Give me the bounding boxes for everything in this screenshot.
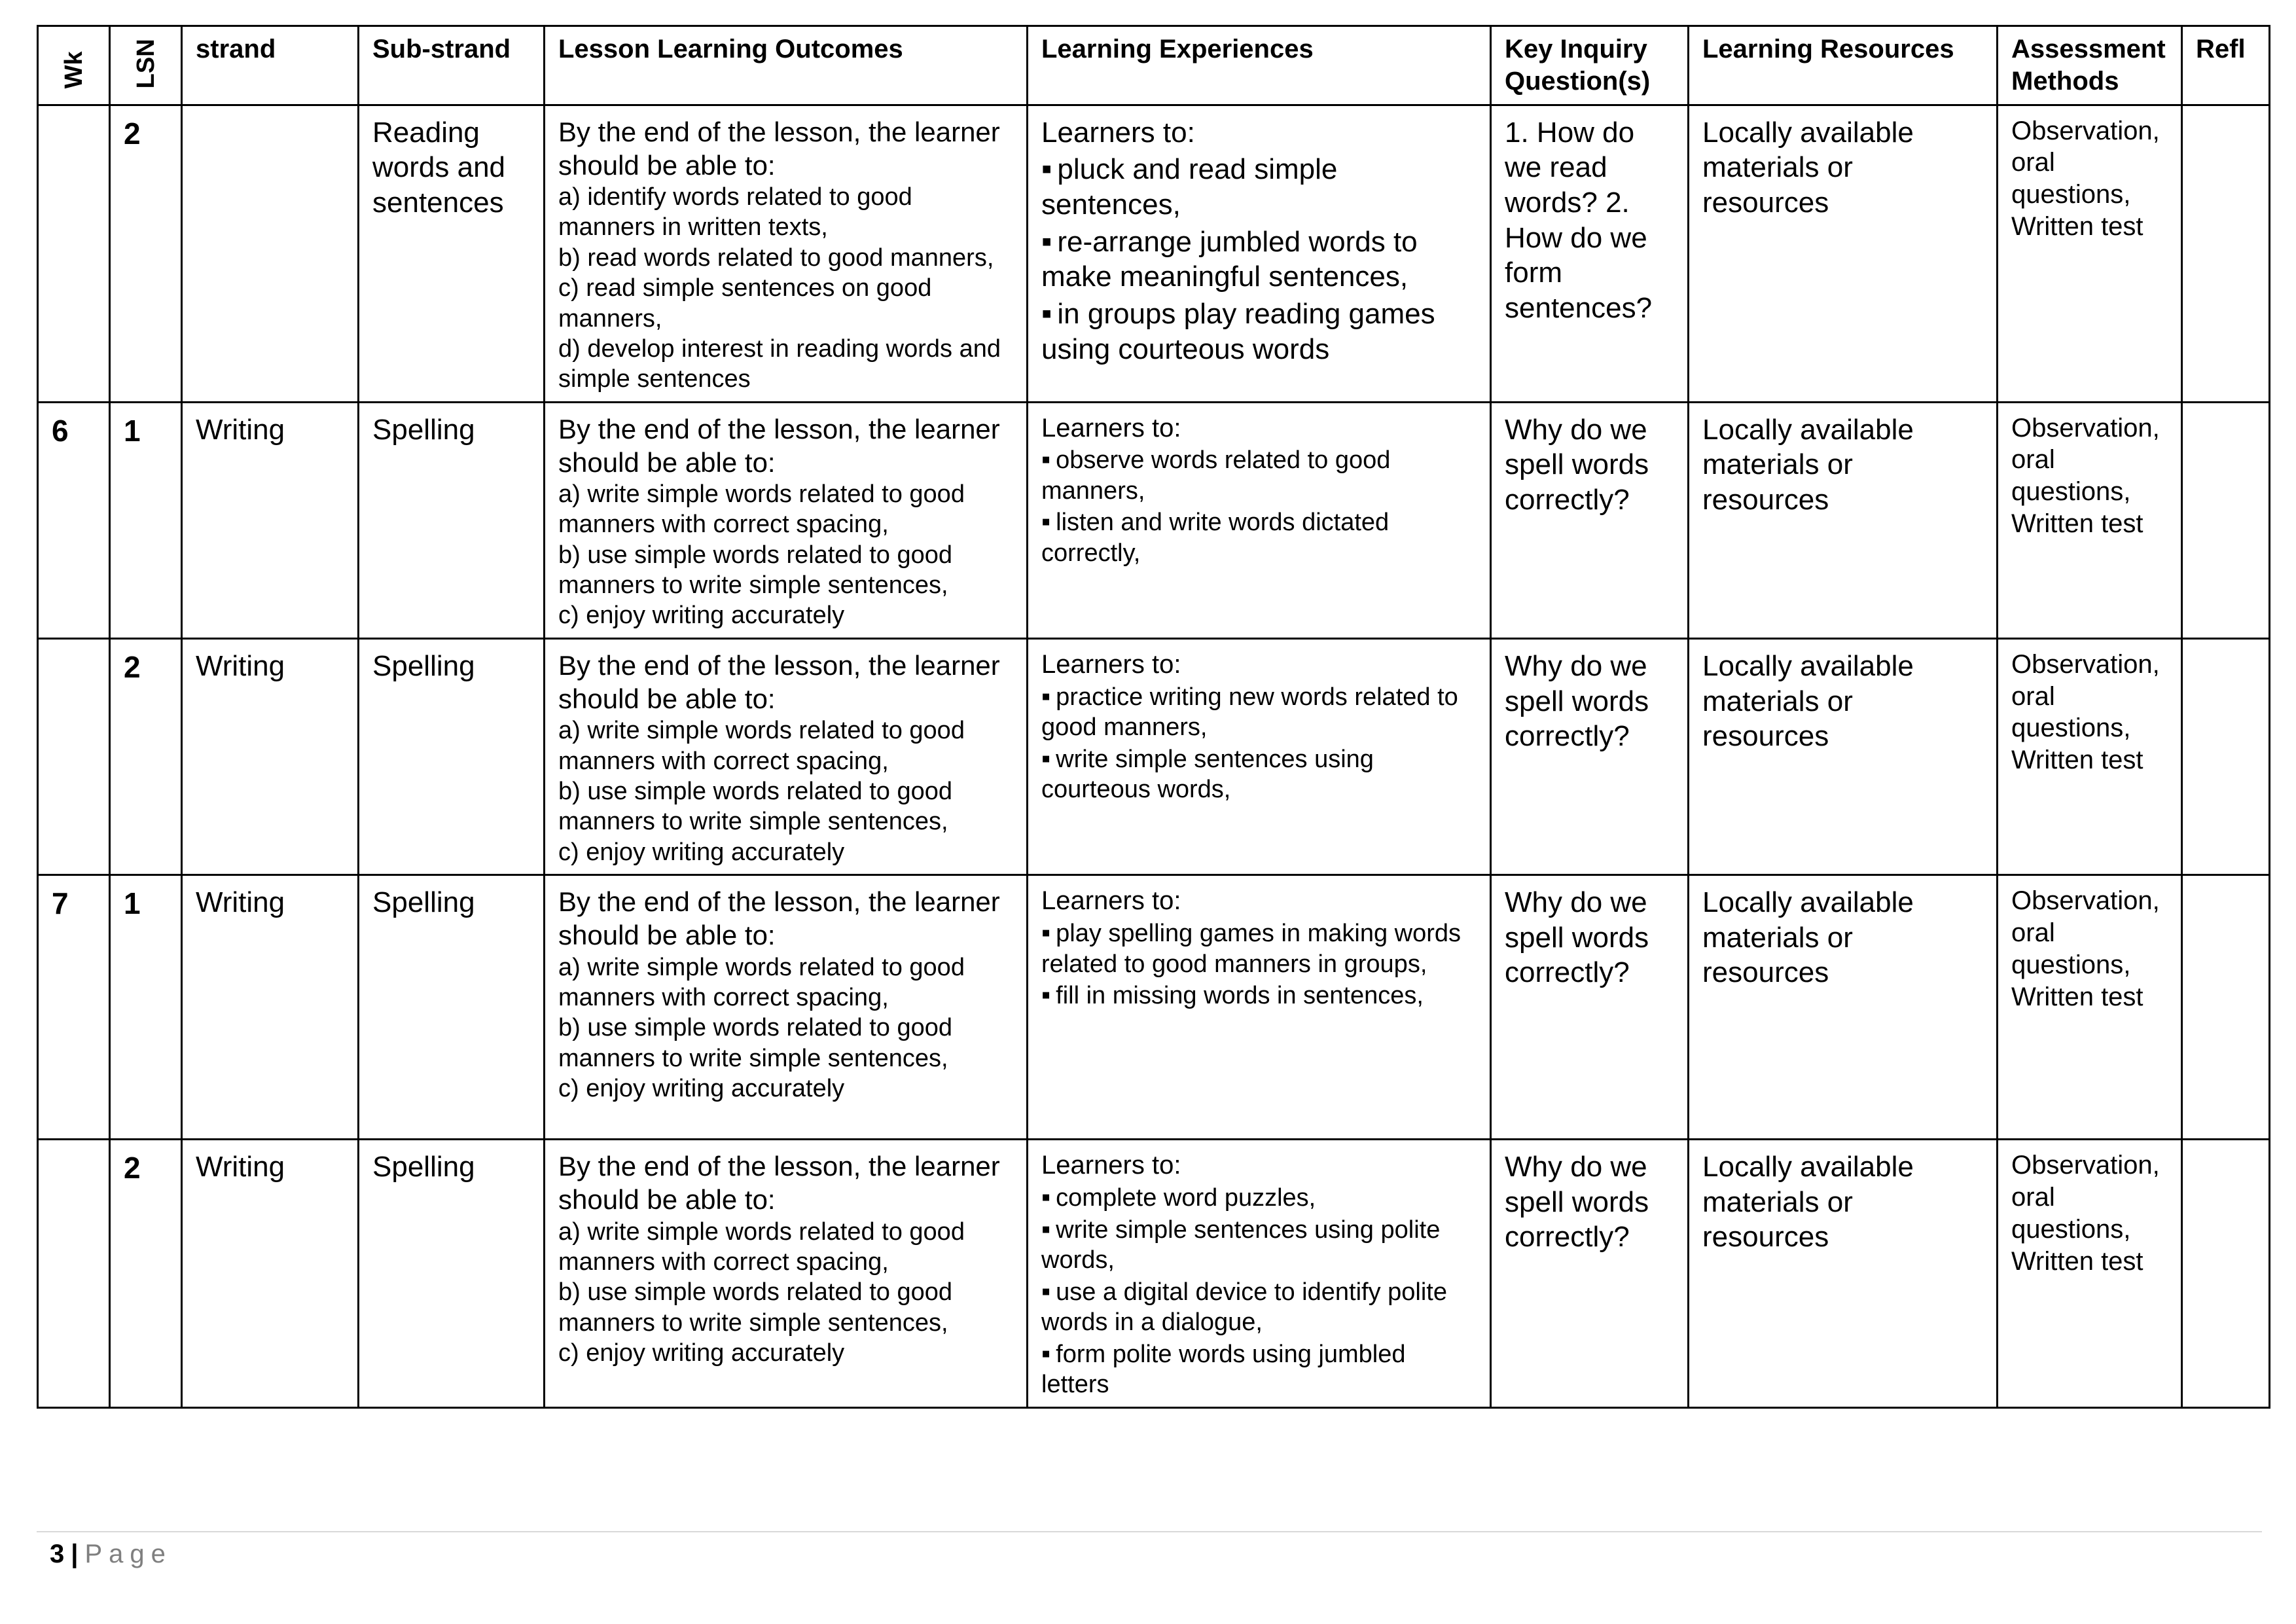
- table-row: [38, 105, 2270, 402]
- experiences-cell: [1028, 402, 1491, 638]
- assessment-line: Written test: [2011, 982, 2144, 1011]
- footer-separator: |: [71, 1540, 79, 1568]
- experiences-cell: [1028, 875, 1491, 1140]
- outcome-item: a) write simple words related to good manners with correct spacing,: [558, 480, 965, 539]
- outcomes-cell: [545, 1140, 1028, 1408]
- assessment-cell: [1998, 105, 2182, 402]
- sub-strand-cell: Reading words and sentences: [359, 105, 545, 402]
- outcome-item: c) enjoy writing accurately: [558, 602, 845, 630]
- week-cell: 7: [38, 875, 110, 1140]
- week-cell: [38, 1140, 110, 1408]
- assessment-line: questions,: [2011, 477, 2131, 507]
- sub-strand-cell: Spelling: [359, 1140, 545, 1408]
- assessment-line: questions,: [2011, 713, 2131, 743]
- lesson-cell: 1: [110, 402, 182, 638]
- header-resources: Learning Resources: [1689, 26, 1998, 105]
- lesson-cell: 1: [110, 875, 182, 1140]
- assessment-line: questions,: [2011, 1214, 2131, 1244]
- assessment-line: Written test: [2011, 211, 2144, 241]
- assessment-line: oral: [2011, 918, 2055, 947]
- header-sub-strand: Sub-strand: [359, 26, 545, 105]
- outcomes-lead: By the end of the lesson, the learner should be able to:: [558, 116, 1000, 181]
- assessment-line: oral: [2011, 445, 2055, 475]
- footer-divider: [37, 1531, 2262, 1532]
- inquiry-cell: Why do we spell words correctly?: [1491, 1140, 1689, 1408]
- experiences-lead: Learners to:: [1041, 886, 1181, 916]
- outcomes-cell: [545, 638, 1028, 875]
- assessment-line: Observation,: [2011, 116, 2160, 145]
- strand-cell: Writing: [182, 402, 359, 638]
- table-body: [38, 105, 2270, 1407]
- sub-strand-cell: Spelling: [359, 638, 545, 875]
- reflection-cell: [2182, 875, 2270, 1140]
- experience-item: ▪ re-arrange jumbled words to make meaningful sentences,: [1041, 223, 1477, 295]
- outcome-item: b) use simple words related to good manners to write simple sentences,: [558, 778, 952, 836]
- lesson-cell: 2: [110, 1140, 182, 1408]
- page-number: 3: [50, 1540, 65, 1568]
- experiences-cell: [1028, 105, 1491, 402]
- outcomes-lead: By the end of the lesson, the learner should be able to:: [558, 1151, 1000, 1216]
- outcomes-cell: [545, 402, 1028, 638]
- experience-item: ▪ play spelling games in making words related to good manners in groups,: [1041, 917, 1477, 979]
- assessment-line: questions,: [2011, 180, 2131, 209]
- header-wk-label: Wk: [60, 51, 88, 88]
- experience-item: ▪ write simple sentences using courteous words,: [1041, 743, 1477, 805]
- header-outcomes: Lesson Learning Outcomes: [545, 26, 1028, 105]
- assessment-line: oral: [2011, 681, 2055, 711]
- header-reflection: Refl: [2182, 26, 2270, 105]
- assessment-line: Observation,: [2011, 886, 2160, 916]
- outcome-item: a) write simple words related to good manners with correct spacing,: [558, 1218, 965, 1276]
- outcome-item: c) enjoy writing accurately: [558, 1075, 845, 1103]
- reflection-cell: [2182, 105, 2270, 402]
- strand-cell: Writing: [182, 638, 359, 875]
- strand-cell: Writing: [182, 875, 359, 1140]
- header-inquiry: Key Inquiry Question(s): [1491, 26, 1689, 105]
- reflection-cell: [2182, 638, 2270, 875]
- outcome-item: b) use simple words related to good manners to write simple sentences,: [558, 541, 952, 600]
- lesson-cell: 2: [110, 105, 182, 402]
- outcome-item: b) use simple words related to good manners to write simple sentences,: [558, 1014, 952, 1072]
- header-row: [38, 26, 2270, 105]
- inquiry-cell: Why do we spell words correctly?: [1491, 875, 1689, 1140]
- strand-cell: [182, 105, 359, 402]
- outcome-item: c) read simple sentences on good manners,: [558, 274, 932, 333]
- experiences-lead: Learners to:: [1041, 413, 1181, 442]
- sub-strand-cell: Spelling: [359, 875, 545, 1140]
- resources-cell: Locally available materials or resources: [1689, 638, 1998, 875]
- experience-item: ▪ use a digital device to identify polite words in a dialogue,: [1041, 1276, 1477, 1338]
- assessment-line: Written test: [2011, 746, 2144, 775]
- lesson-cell: 2: [110, 638, 182, 875]
- experience-item: ▪ fill in missing words in sentences,: [1041, 979, 1477, 1011]
- header-wk: [38, 26, 110, 105]
- experience-item: ▪ practice writing new words related to good manners,: [1041, 681, 1477, 743]
- assessment-line: Written test: [2011, 1246, 2144, 1276]
- assessment-line: Observation,: [2011, 413, 2160, 442]
- assessment-line: Observation,: [2011, 1151, 2160, 1180]
- resources-cell: Locally available materials or resources: [1689, 105, 1998, 402]
- header-experiences: Learning Experiences: [1028, 26, 1491, 105]
- experience-item: ▪ form polite words using jumbled letters: [1041, 1338, 1477, 1400]
- scheme-of-work-table: [37, 25, 2270, 1409]
- sub-strand-cell: Spelling: [359, 402, 545, 638]
- experiences-cell: [1028, 1140, 1491, 1408]
- outcomes-lead: By the end of the lesson, the learner should be able to:: [558, 413, 1000, 478]
- header-assessment: Assessment Methods: [1998, 26, 2182, 105]
- week-cell: [38, 105, 110, 402]
- assessment-cell: [1998, 402, 2182, 638]
- assessment-line: Observation,: [2011, 649, 2160, 679]
- experience-item: ▪ observe words related to good manners,: [1041, 444, 1477, 506]
- outcome-item: b) read words related to good manners,: [558, 244, 994, 272]
- experience-item: ▪ listen and write words dictated correctly,: [1041, 506, 1477, 568]
- table-row: [38, 875, 2270, 1140]
- page-footer: [50, 1540, 172, 1569]
- experiences-cell: [1028, 638, 1491, 875]
- resources-cell: Locally available materials or resources: [1689, 1140, 1998, 1408]
- experience-item: ▪ in groups play reading games using courteous words: [1041, 295, 1477, 367]
- outcome-item: a) identify words related to good manners in written texts,: [558, 183, 912, 242]
- assessment-cell: [1998, 638, 2182, 875]
- outcomes-cell: [545, 875, 1028, 1140]
- outcomes-lead: By the end of the lesson, the learner should be able to:: [558, 886, 1000, 951]
- assessment-line: oral: [2011, 1182, 2055, 1212]
- resources-cell: Locally available materials or resources: [1689, 402, 1998, 638]
- experiences-lead: Learners to:: [1041, 116, 1195, 149]
- resources-cell: Locally available materials or resources: [1689, 875, 1998, 1140]
- outcome-item: d) develop interest in reading words and simple sentences: [558, 334, 1001, 393]
- experience-item: ▪ pluck and read simple sentences,: [1041, 150, 1477, 222]
- outcomes-lead: By the end of the lesson, the learner should be able to:: [558, 649, 1000, 715]
- page-label: Page: [84, 1540, 172, 1568]
- inquiry-cell: Why do we spell words correctly?: [1491, 402, 1689, 638]
- experience-item: ▪ complete word puzzles,: [1041, 1182, 1477, 1214]
- reflection-cell: [2182, 1140, 2270, 1408]
- outcome-item: c) enjoy writing accurately: [558, 1339, 845, 1367]
- assessment-line: Written test: [2011, 509, 2144, 538]
- header-lsn: [110, 26, 182, 105]
- table-row: [38, 402, 2270, 638]
- experience-item: ▪ write simple sentences using polite words,: [1041, 1214, 1477, 1276]
- assessment-line: oral: [2011, 148, 2055, 177]
- assessment-line: questions,: [2011, 950, 2131, 979]
- experiences-lead: Learners to:: [1041, 649, 1181, 679]
- outcome-item: c) enjoy writing accurately: [558, 838, 845, 866]
- header-lsn-label: LSN: [132, 39, 160, 88]
- outcome-item: a) write simple words related to good manners with correct spacing,: [558, 717, 965, 775]
- table-row: [38, 1140, 2270, 1408]
- reflection-cell: [2182, 402, 2270, 638]
- header-strand: strand: [182, 26, 359, 105]
- week-cell: 6: [38, 402, 110, 638]
- outcome-item: b) use simple words related to good manners to write simple sentences,: [558, 1278, 952, 1337]
- assessment-cell: [1998, 875, 2182, 1140]
- table-row: [38, 638, 2270, 875]
- outcomes-cell: [545, 105, 1028, 402]
- inquiry-cell: Why do we spell words correctly?: [1491, 638, 1689, 875]
- outcome-item: a) write simple words related to good manners with correct spacing,: [558, 953, 965, 1011]
- assessment-cell: [1998, 1140, 2182, 1408]
- inquiry-cell: 1. How do we read words? 2. How do we form sentences?: [1491, 105, 1689, 402]
- experiences-lead: Learners to:: [1041, 1151, 1181, 1180]
- week-cell: [38, 638, 110, 875]
- strand-cell: Writing: [182, 1140, 359, 1408]
